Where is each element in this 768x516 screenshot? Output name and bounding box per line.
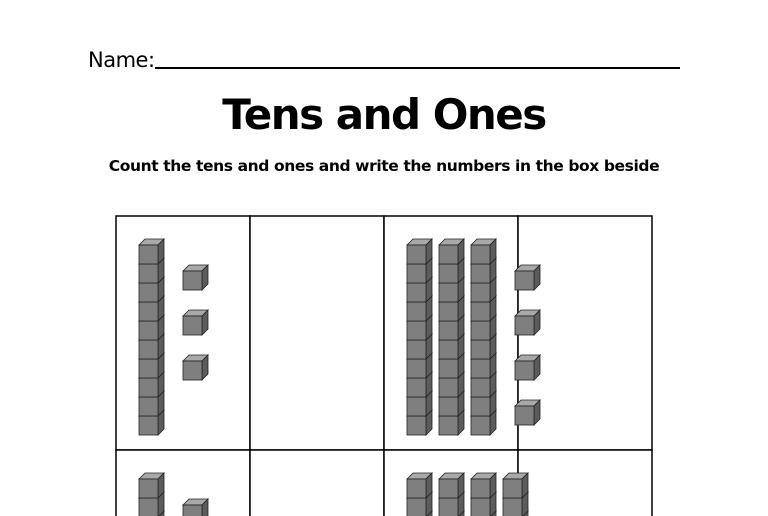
problem-4 bbox=[384, 450, 652, 516]
problem-3 bbox=[116, 450, 384, 516]
name-row bbox=[88, 46, 680, 76]
one-cube bbox=[183, 499, 208, 516]
ten-rod bbox=[471, 239, 496, 435]
worksheet-title: Tens and Ones bbox=[222, 90, 546, 139]
ten-rod bbox=[471, 473, 496, 516]
answer-box[interactable] bbox=[250, 450, 384, 516]
problem-2 bbox=[384, 216, 652, 450]
one-cube bbox=[183, 310, 208, 335]
ten-rod bbox=[139, 473, 164, 516]
name-label: Name: bbox=[88, 48, 155, 72]
ten-rod bbox=[139, 239, 164, 435]
answer-box[interactable] bbox=[250, 216, 384, 450]
one-cube bbox=[183, 265, 208, 290]
worksheet-instructions: Count the tens and ones and write the numbers in the box beside bbox=[108, 157, 660, 175]
problem-1 bbox=[116, 216, 384, 450]
ten-rod bbox=[439, 473, 464, 516]
name-write-line[interactable] bbox=[155, 67, 680, 69]
ten-rod bbox=[407, 473, 432, 516]
one-cube bbox=[515, 265, 540, 290]
ten-rod bbox=[503, 473, 528, 516]
one-cube bbox=[183, 355, 208, 380]
one-cube bbox=[515, 355, 540, 380]
problems-grid bbox=[116, 216, 652, 516]
problems-grid-svg bbox=[116, 216, 652, 516]
ten-rod bbox=[407, 239, 432, 435]
answer-box[interactable] bbox=[518, 450, 652, 516]
ten-rod bbox=[439, 239, 464, 435]
one-cube bbox=[515, 400, 540, 425]
one-cube bbox=[515, 310, 540, 335]
